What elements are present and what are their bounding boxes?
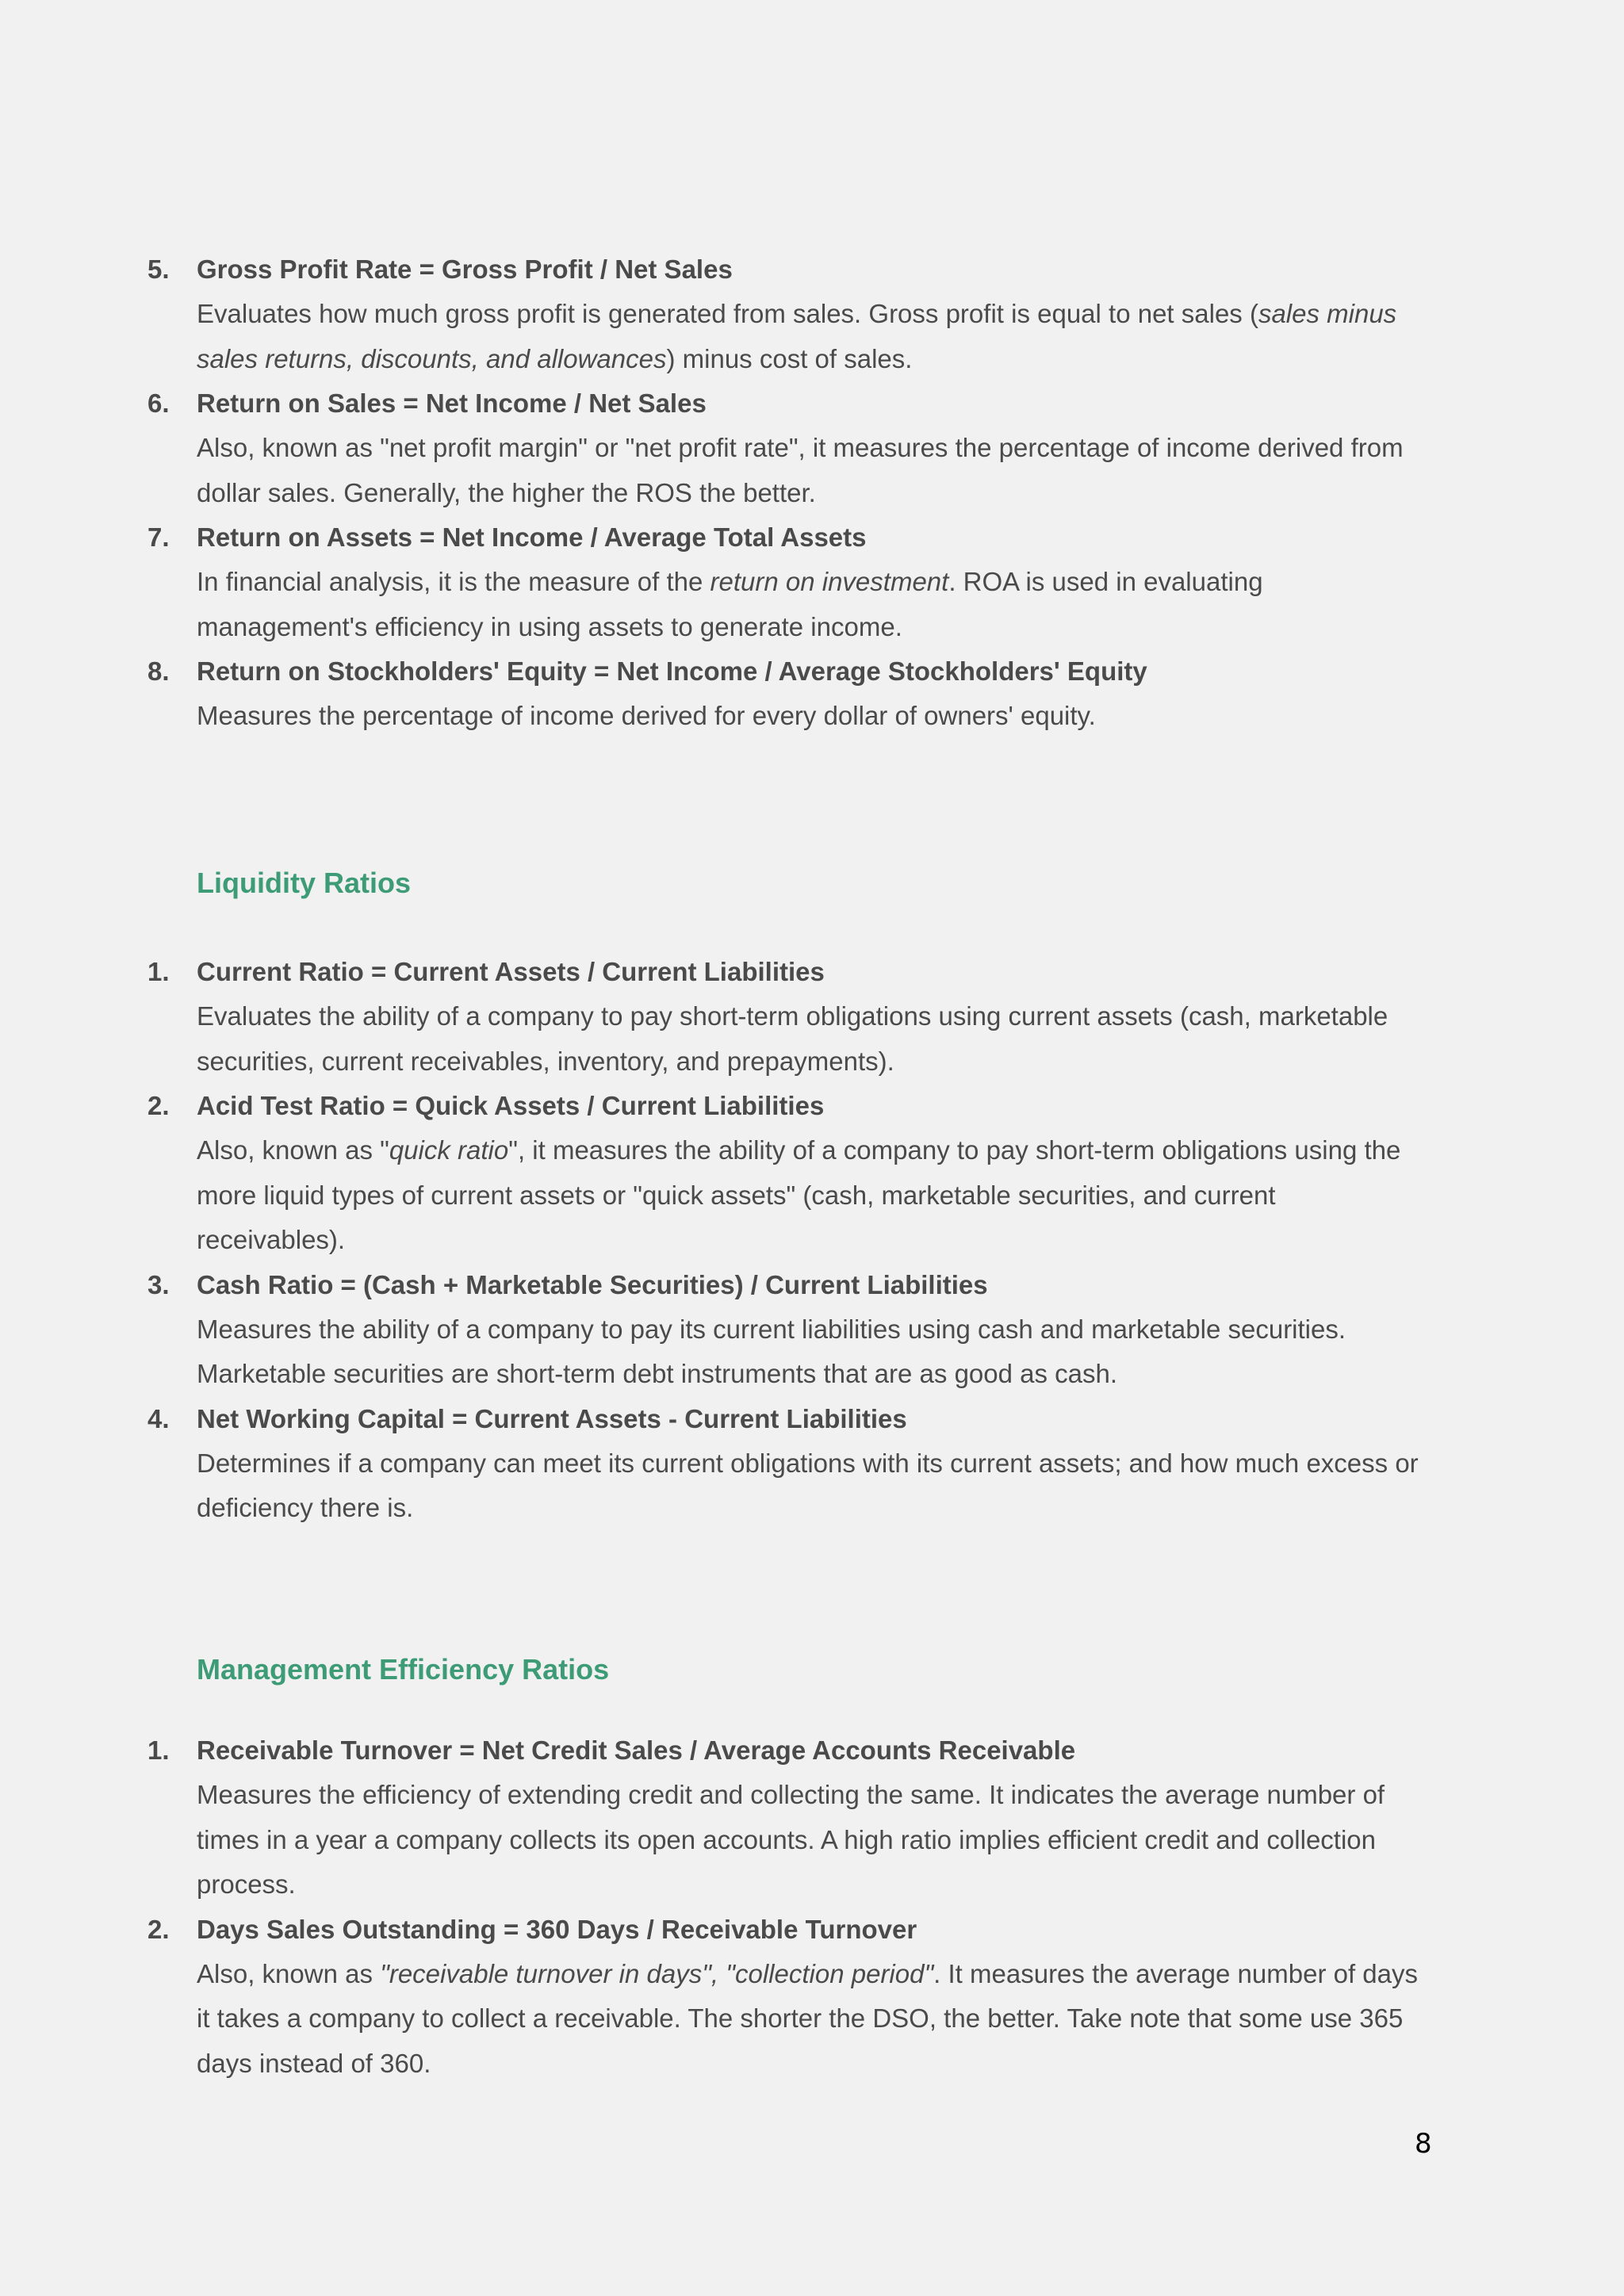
list-item [0,1908,1624,2087]
item-number: 2. [147,1091,170,1120]
item-number: 3. [147,1269,170,1299]
list-item [0,950,1624,1084]
item-number: 4. [147,1403,170,1433]
item-description: Measures the ability of a company to pay its current liabilities using cash and marketable securities. Marketable securities are short-term debt instruments that are as good as cash. [197,1314,1346,1388]
item-formula: Return on Sales = Net Income / Net Sales [197,388,707,418]
page-number: 8 [1415,2128,1432,2160]
item-formula: Acid Test Ratio = Quick Assets / Current Liabilities [197,1091,825,1120]
list-item [0,1084,1624,1263]
item-number: 2. [147,1914,170,1944]
item-formula: Return on Assets = Net Income / Average Total Assets [197,522,867,552]
item-description: Determines if a company can meet its current obligations with its current assets; and how much excess or deficiency there is. [197,1448,1419,1522]
item-number: 1. [147,957,170,986]
item-formula: Cash Ratio = (Cash + Marketable Securities) / Current Liabilities [197,1269,988,1299]
item-formula: Gross Profit Rate = Gross Profit / Net Sales [197,254,733,284]
section-heading: Management Efficiency Ratios [197,1653,610,1686]
item-number: 6. [147,388,170,418]
list-item [0,1263,1624,1397]
item-number: 1. [147,1735,170,1765]
efficiency-section [0,1647,1624,1692]
item-description: Evaluates how much gross profit is generated from sales. Gross profit is equal to net sales (sales minus sales returns, discounts, and allowances) minus cost of sales. [197,299,1397,373]
item-description: In financial analysis, it is the measure of the return on investment. ROA is used in evaluating management's efficiency in using assets to generate income. [197,567,1263,641]
item-formula: Receivable Turnover = Net Credit Sales / Average Accounts Receivable [197,1735,1076,1765]
profitability-ratios-list [0,247,1624,739]
list-item [0,1728,1624,1908]
section-heading: Liquidity Ratios [197,867,411,899]
item-description: Also, known as "net profit margin" or "net profit rate", it measures the percentage of income derived from dollar sales. Generally, the higher the ROS the better. [197,433,1404,507]
item-description: Also, known as "receivable turnover in days", "collection period". It measures the average number of days it takes a company to collect a receivable. The shorter the DSO, the better. Take note that some use 365 days instead of 360. [197,1958,1418,2078]
item-description: Measures the efficiency of extending credit and collecting the same. It indicates the average number of times in a year a company collects its open accounts. A high ratio implies efficient credit and collection process. [197,1780,1385,1899]
liquidity-ratios-list [0,950,1624,1531]
liquidity-section [0,861,1624,905]
item-formula: Current Ratio = Current Assets / Current Liabilities [197,957,825,986]
efficiency-ratios-list [0,1728,1624,2086]
list-item [0,649,1624,739]
item-description: Evaluates the ability of a company to pay short-term obligations using current assets (cash, marketable securities, current receivables, inventory, and prepayments). [197,1001,1388,1076]
list-item [0,1397,1624,1531]
list-item [0,247,1624,381]
item-formula: Return on Stockholders' Equity = Net Income / Average Stockholders' Equity [197,656,1147,686]
item-number: 8. [147,656,170,686]
item-number: 7. [147,522,170,552]
item-number: 5. [147,254,170,284]
list-item [0,381,1624,515]
item-formula: Days Sales Outstanding = 360 Days / Receivable Turnover [197,1914,917,1944]
item-description: Measures the percentage of income derived for every dollar of owners' equity. [197,701,1096,730]
list-item [0,515,1624,649]
item-description: Also, known as "quick ratio", it measures the ability of a company to pay short-term obligations using the more liquid types of current assets or "quick assets" (cash, marketable securities, and current receivables). [197,1135,1401,1254]
item-formula: Net Working Capital = Current Assets - Current Liabilities [197,1403,907,1433]
